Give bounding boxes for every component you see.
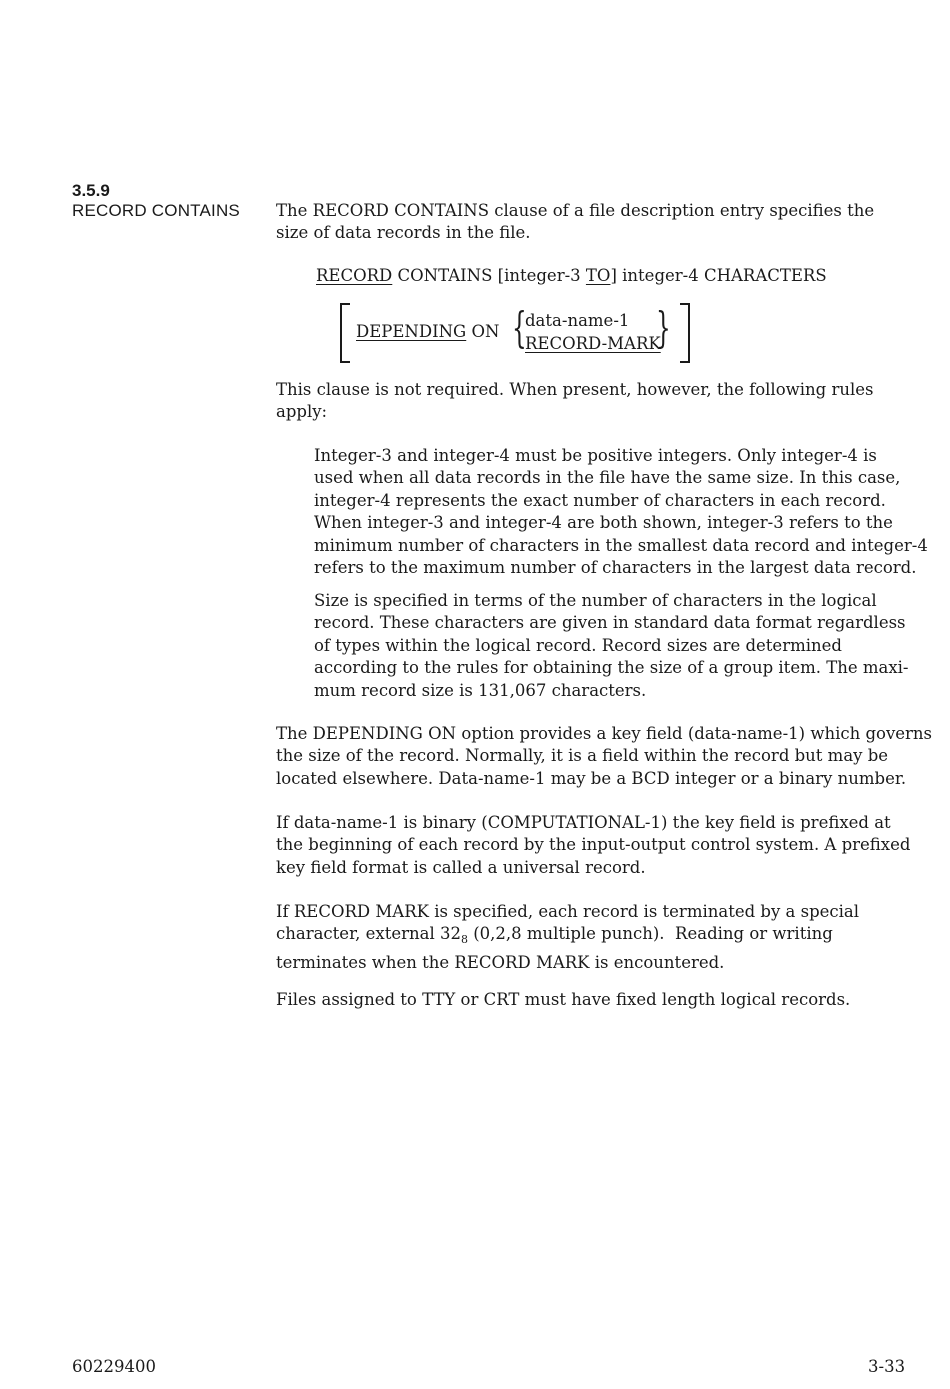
text-line: the size of the record. Normally, it is a field within the record but may be — [276, 746, 889, 766]
record-mark-paragraph — [276, 901, 950, 974]
text-line: The DEPENDING ON option provides a key field (data-name-1) which governs — [276, 724, 933, 743]
text-line: located elsewhere. Data-name-1 may be a BCD integer or a binary number. — [276, 768, 907, 788]
keyword-to: TO — [585, 266, 611, 285]
right-curly-brace: } — [656, 303, 671, 352]
text-line: When integer-3 and integer-4 are both shown, integer-3 refers to the — [314, 513, 893, 533]
text-line: key field format is called a universal record. — [276, 857, 646, 877]
text-fragment: (0,2,8 multiple punch). Reading or writing — [467, 924, 833, 944]
syntax-format-line — [316, 266, 827, 285]
text-line: according to the rules for obtaining the size of a group item. The maxi- — [314, 658, 909, 678]
syntax-contains: CONTAINS [integer-3 — [392, 266, 586, 285]
text-line: mum record size is 131,067 characters. — [314, 680, 647, 700]
binary-key-paragraph — [276, 812, 950, 879]
choice-data-name-1: data-name-1 — [525, 311, 630, 330]
keyword-depending: DEPENDING — [356, 322, 467, 341]
keyword-record: RECORD — [316, 266, 393, 285]
intro-paragraph — [276, 200, 936, 245]
text-line: The RECORD CONTAINS clause of a file description entry specifies the — [276, 201, 875, 220]
syntax-optional-clause — [340, 303, 692, 361]
keyword-on: ON — [466, 322, 500, 341]
text-line: refers to the maximum number of characters in the largest data record. — [314, 558, 917, 578]
text-line: size of data records in the file. — [276, 223, 531, 243]
document-number: 60229400 — [72, 1357, 156, 1376]
syntax-rest: ] integer-4 CHARACTERS — [610, 266, 827, 285]
section-title: RECORD CONTAINS — [72, 201, 240, 220]
choice-record-mark: RECORD-MARK — [525, 334, 661, 353]
text-line: apply: — [276, 402, 328, 422]
text-line: This clause is not required. When present, however, the following rules — [276, 380, 874, 399]
subscript-base: 8 — [460, 933, 468, 947]
left-square-bracket — [340, 303, 350, 363]
text-line: Size is specified in terms of the number of characters in the logical — [314, 591, 877, 610]
depending-on-paragraph — [276, 723, 950, 790]
rules-intro-paragraph — [276, 379, 936, 424]
text-line — [276, 923, 950, 951]
section-number: 3.5.9 — [72, 181, 110, 200]
text-line: minimum number of characters in the smallest data record and integer-4 — [314, 535, 928, 555]
text-line: terminates when the RECORD MARK is encountered. — [276, 952, 725, 972]
text-line: Integer-3 and integer-4 must be positive integers. Only integer-4 is — [314, 446, 877, 465]
rule-integer-paragraph — [314, 445, 950, 579]
tty-crt-paragraph — [276, 989, 950, 1011]
depending-on-phrase — [356, 322, 499, 341]
page-number: 3-33 — [868, 1357, 906, 1376]
text-line: of types within the logical record. Record sizes are determined — [314, 635, 842, 655]
text-line: integer-4 represents the exact number of characters in each record. — [314, 490, 886, 510]
text-line: If data-name-1 is binary (COMPUTATIONAL-1) the key field is prefixed at — [276, 813, 891, 832]
text-line: the beginning of each record by the input-output control system. A prefixed — [276, 835, 911, 855]
left-curly-brace: { — [512, 303, 527, 352]
text-line: used when all data records in the file have the same size. In this case, — [314, 468, 901, 488]
rule-size-paragraph — [314, 590, 950, 702]
text-line: record. These characters are given in standard data format regardless — [314, 613, 906, 633]
text-line: If RECORD MARK is specified, each record is terminated by a special — [276, 902, 860, 921]
right-square-bracket — [680, 303, 690, 363]
text-line: Files assigned to TTY or CRT must have fixed length logical records. — [276, 990, 851, 1009]
text-fragment: character, external 32 — [276, 924, 461, 944]
